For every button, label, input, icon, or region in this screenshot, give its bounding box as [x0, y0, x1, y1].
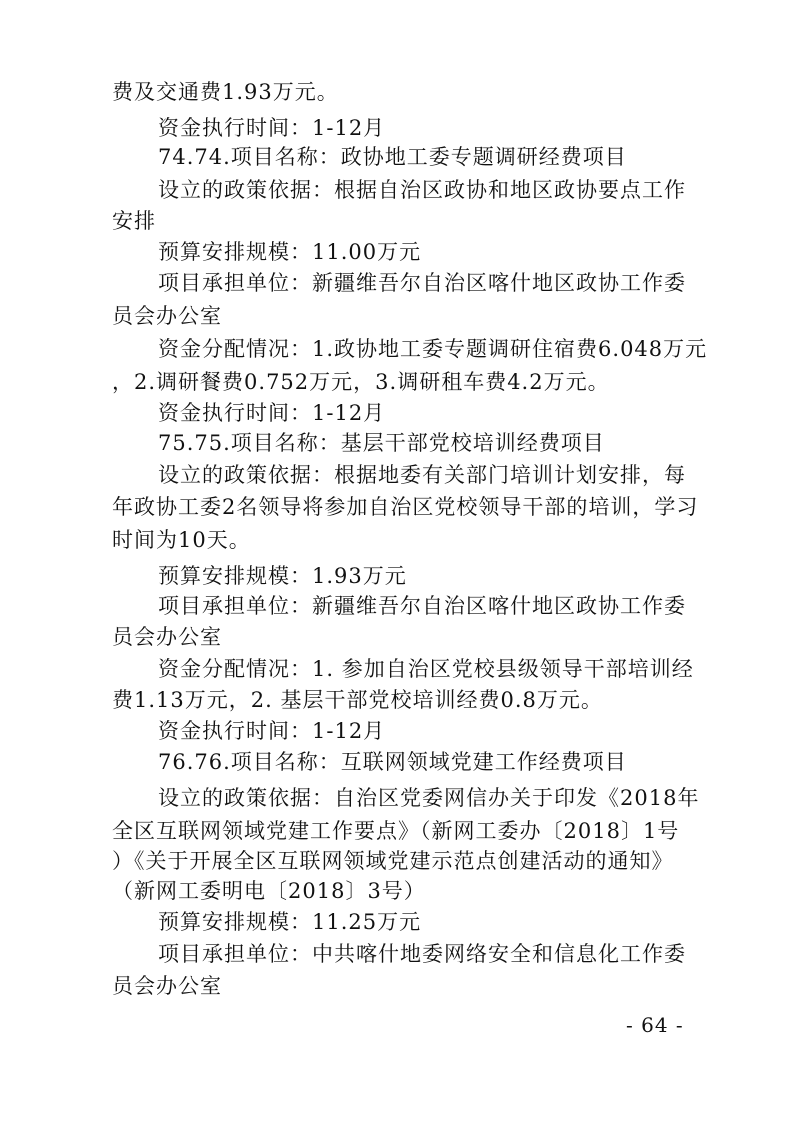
text-line: 全区互联网领域党建工作要点》（新网工委办〔2018〕1号	[112, 819, 680, 843]
text-line: 费及交通费1.93万元。	[112, 80, 339, 104]
text-line: 费1.13万元，2. 基层干部党校培训经费0.8万元。	[112, 688, 603, 712]
text-line: 76.76.项目名称：互联网领域党建工作经费项目	[158, 750, 627, 774]
text-line: 项目承担单位：新疆维吾尔自治区喀什地区政协工作委	[158, 594, 686, 618]
text-line: 资金分配情况：1.政协地工委专题调研住宿费6.048万元	[158, 337, 708, 361]
text-line: 预算安排规模：11.00万元	[158, 240, 422, 264]
text-line: 安排	[112, 209, 156, 233]
text-line: 设立的政策依据：自治区党委网信办关于印发《2018年	[158, 786, 700, 810]
text-line: 员会办公室	[112, 974, 222, 998]
text-line: 74.74.项目名称：政协地工委专题调研经费项目	[158, 145, 627, 169]
text-line: 预算安排规模：11.25万元	[158, 910, 422, 934]
text-line: 员会办公室	[112, 304, 222, 328]
text-line: 年政协工委2名领导将参加自治区党校领导干部的培训，学习	[112, 495, 699, 519]
text-line: 设立的政策依据：根据地委有关部门培训计划安排，每	[158, 463, 686, 487]
text-line: 75.75.项目名称：基层干部党校培训经费项目	[158, 431, 605, 455]
text-line: 资金分配情况：1. 参加自治区党校县级领导干部培训经	[158, 657, 694, 681]
text-line: 资金执行时间：1-12月	[158, 719, 386, 743]
text-line: （新网工委明电〔2018〕3号）	[112, 879, 426, 903]
text-line: 资金执行时间：1-12月	[158, 116, 386, 140]
text-line: 资金执行时间：1-12月	[158, 401, 386, 425]
text-line: ）《关于开展全区互联网领域党建示范点创建活动的通知》	[112, 849, 674, 873]
text-line: 项目承担单位：新疆维吾尔自治区喀什地区政协工作委	[158, 271, 686, 295]
text-line: 时间为10天。	[112, 528, 251, 552]
text-line: 项目承担单位：中共喀什地委网络安全和信息化工作委	[158, 942, 686, 966]
page-number: - 64 -	[626, 1013, 684, 1037]
text-line: ，2.调研餐费0.752万元，3.调研租车费4.2万元。	[112, 370, 610, 394]
text-line: 预算安排规模：1.93万元	[158, 564, 407, 588]
text-line: 员会办公室	[112, 625, 222, 649]
text-line: 设立的政策依据：根据自治区政协和地区政协要点工作	[158, 178, 686, 202]
